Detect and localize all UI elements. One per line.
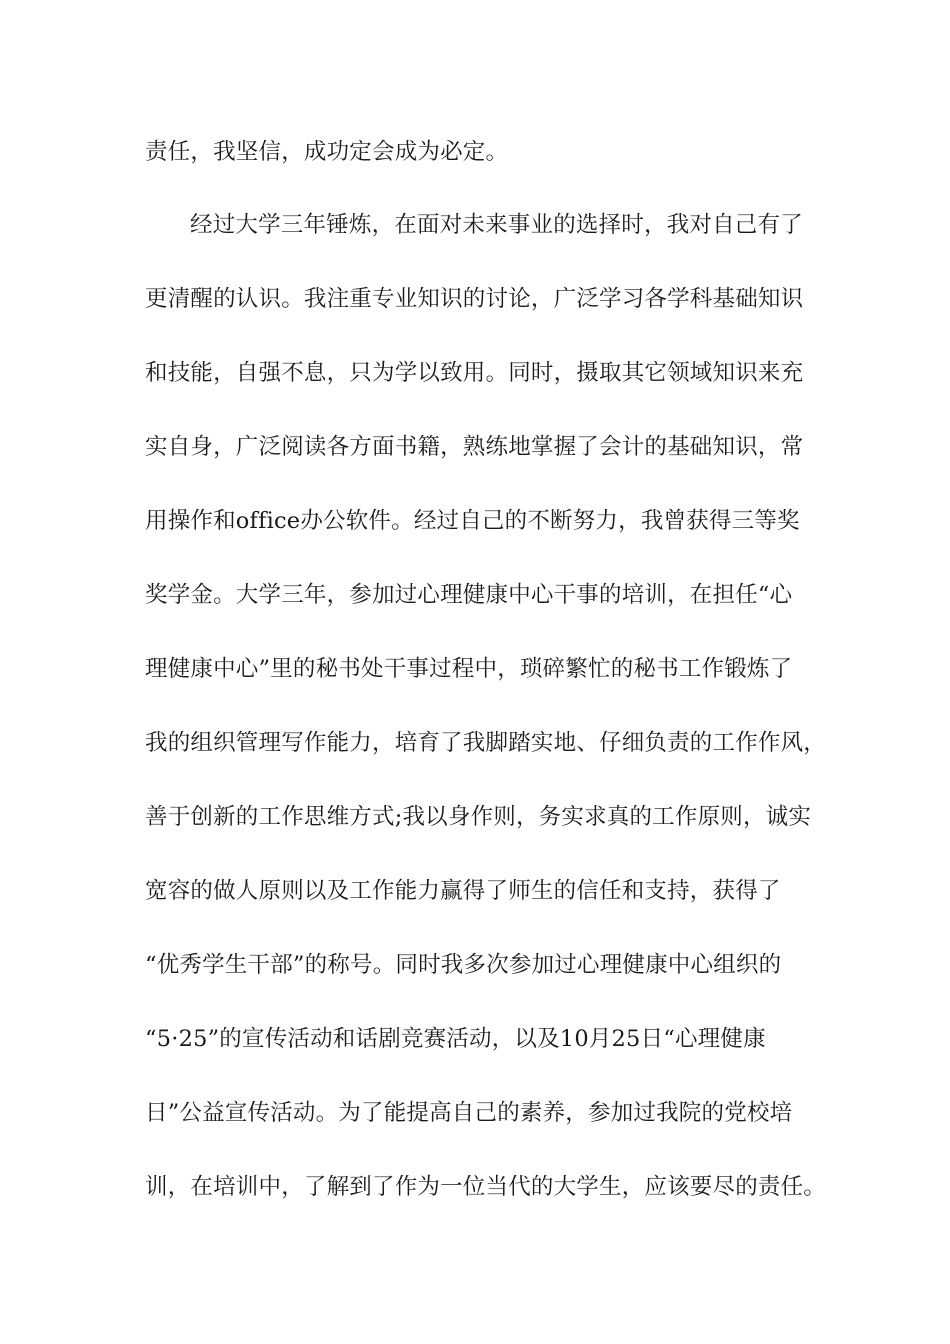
text-line: “优秀学生干部”的称号。同时我多次参加过心理健康中心组织的 bbox=[145, 952, 782, 978]
text-line: 日”公益宣传活动。为了能提高自己的素养，参加过我院的党校培 bbox=[145, 1100, 793, 1126]
text-line: 实自身，广泛阅读各方面书籍，熟练地掌握了会计的基础知识，常 bbox=[145, 434, 804, 460]
text-line: 理健康中心”里的秘书处干事过程中，琐碎繁忙的秘书工作锻炼了 bbox=[145, 656, 793, 682]
text-line: 奖学金。大学三年，参加过心理健康中心干事的培训，在担任“心 bbox=[145, 582, 793, 608]
text-line: “5·25”的宣传活动和话剧竞赛活动，以及10月25日“心理健康 bbox=[145, 1026, 766, 1052]
text-line: 用操作和office办公软件。经过自己的不断努力，我曾获得三等奖 bbox=[145, 508, 800, 534]
text-line: 更清醒的认识。我注重专业知识的讨论，广泛学习各学科基础知识 bbox=[145, 286, 804, 312]
text-line: 训，在培训中，了解到了作为一位当代的大学生，应该要尽的责任。 bbox=[145, 1174, 827, 1200]
text-line: 责任，我坚信，成功定会成为必定。 bbox=[145, 139, 509, 165]
paragraph-first-line: 经过大学三年锤炼，在面对未来事业的选择时，我对自己有了 bbox=[190, 212, 803, 238]
text-line: 和技能，自强不息，只为学以致用。同时，摄取其它领域知识来充 bbox=[145, 360, 804, 386]
text-line: 宽容的做人原则以及工作能力赢得了师生的信任和支持，获得了 bbox=[145, 878, 781, 904]
text-line: 我的组织管理写作能力，培育了我脚踏实地、仔细负责的工作作风， bbox=[145, 730, 827, 756]
text-line: 善于创新的工作思维方式;我以身作则，务实求真的工作原则，诚实 bbox=[145, 804, 812, 830]
